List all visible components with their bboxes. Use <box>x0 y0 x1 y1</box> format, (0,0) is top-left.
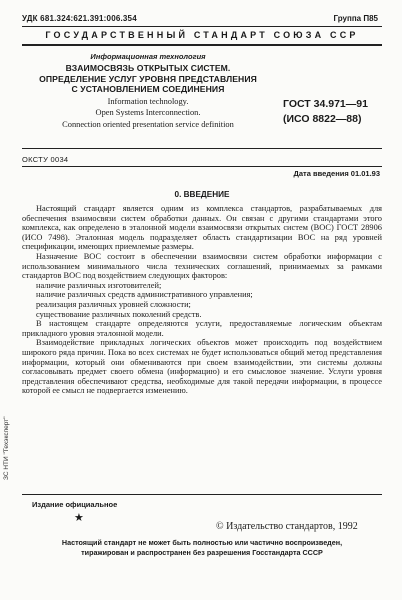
factor-item: наличие различных средств административного управления; <box>36 290 253 300</box>
side-watermark: ЗС НТИ "Техэксперт" <box>3 416 10 480</box>
title-main-line-2: ОПРЕДЕЛЕНИЕ УСЛУГ УРОВНЯ ПРЕДСТАВЛЕНИЯ <box>39 73 257 84</box>
title-main-line-1: ВЗАИМОСВЯЗЬ ОТКРЫТЫХ СИСТЕМ. <box>65 63 231 73</box>
title-main-line-3: С УСТАНОВЛЕНИЕМ СОЕДИНЕНИЯ <box>71 84 225 94</box>
paragraph: Настоящий стандарт является одним из комплекса стандартов, разрабатываемых для обеспечения взаимосвязи систем обработки данных. Он связан с другими стандартами этого комплекса, как определено в эталонной модели взаимосвязи открытых систем (ВОС) ГОСТ 28906 (ИСО 7498). Эталонная модель подразделяет область стандартизации ВОС на ряд уровней спецификации, имеющих приемлемые размеры. <box>22 204 382 252</box>
title-english-line-1: Information technology. <box>107 96 189 106</box>
copyright-notice: © Издательство стандартов, 1992 <box>216 521 358 532</box>
factor-item: наличие различных изготовителей; <box>36 280 162 290</box>
title-block <box>22 52 274 130</box>
paragraph: Назначение ВОС состоит в обеспечении взаимосвязи систем обработки информации с использованием минимального числа технических соглашений, принимаемых за рамками стандартов ВОС под воздействием следующих факторов: <box>22 251 382 281</box>
title-subtitle: Информационная технология <box>90 52 206 61</box>
official-edition-label: Издание официальное <box>32 500 118 509</box>
paragraph: Взаимодействие прикладных логических объектов может происходить под воздействием широкого ряда причин. Пока во всех системах не будет использоваться общий метод представления информации, который они обмениваются при своем взаимодействии, эти системы должны согласовывать предмет своего обмена (информацию) и его смысловое значение. Услуги уровня представления обеспечивают средства, необходимые для такой передачи информации, в процессе которой ее смысл не подвергается изменению. <box>22 338 382 396</box>
factor-item: существование различных поколений средств. <box>36 309 202 319</box>
group-code: Группа П85 <box>333 14 378 23</box>
reproduction-notice <box>22 538 382 558</box>
body-text <box>22 204 382 396</box>
star-icon: ★ <box>74 511 84 524</box>
footer-line-2: тиражирован и распространен без разрешения Госстандарта СССР <box>81 548 323 557</box>
okstu-divider <box>22 166 382 167</box>
okstu-code: ОКСТУ 0034 <box>22 155 69 164</box>
udk-code: УДК 681.324:621.391:006.354 <box>22 14 137 23</box>
paragraph: В настоящем стандарте определяются услуги, предоставляемые логическим объектам прикладного уровня эталонной модели. <box>22 319 382 338</box>
factor-item: реализация различных уровней сложности; <box>36 299 191 309</box>
body-divider <box>22 494 382 495</box>
title-divider <box>22 148 382 149</box>
top-divider <box>22 26 382 27</box>
gost-designation <box>283 97 387 127</box>
section-title: 0. ВВЕДЕНИЕ <box>174 190 230 199</box>
standard-divider <box>22 44 382 46</box>
title-english-line-2: Open Systems Interconnection. <box>95 108 201 118</box>
title-english-line-3: Connection oriented presentation service definition <box>62 120 234 130</box>
introduction-date: Дата введения 01.01.93 <box>293 169 380 178</box>
iso-number: (ИСО 8822—88) <box>283 113 362 125</box>
gost-number: ГОСТ 34.971—91 <box>283 98 368 110</box>
footer-line-1: Настоящий стандарт не может быть полностью или частично воспроизведен, <box>61 538 343 547</box>
standard-line: ГОСУДАРСТВЕННЫЙ СТАНДАРТ СОЮЗА ССР <box>45 30 359 40</box>
